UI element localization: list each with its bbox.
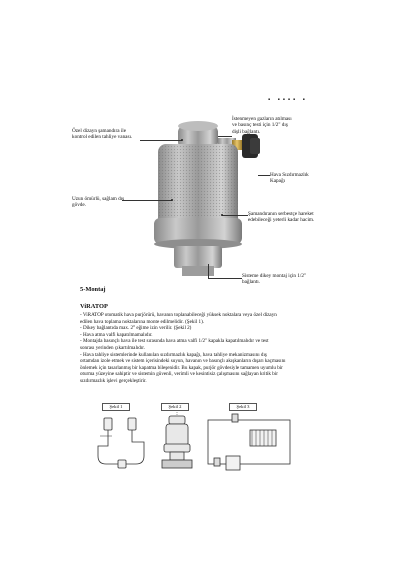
callout-right-cap: Hava Sızdırmazlık Kapağı [270,172,309,185]
installation-paragraph: - ViRATOP otomatik hava purjörürü, havanın toplanabileceği yüksek noktalara veya özel dizayn edilen hava toplama noktalarına monte edilmelidir. (Şekil 1). - Dikey bağlantıda max. 2° eğime izin verilir. (Şekil 2) - Hava atma valfi kapatılmamalıdır. - Montajda basınçlı hava ile test sırasında hava atma valfi 1/2" kapakla kapatılmalıdır ve test sonrası yerinden çıkartılmalıdır. - Hava tahliye sistemlerinde kullanılan sızdırmazlık kapağı, hava tahliye mekanizmasını dış ortamdan izole etmek ve sistem içerisindeki suyun, havanın ve basınçlı akışkanların dışarı kaçmasını önlemek için tasarlanmış bir kapatma bileşenidir. Bu kapak, purjör gövdesiyle tamamen uyumlu bir oturma yüzeyine sahiptir ve sistemin güvenli, verimli ve kesintisiz çalışmasını sağlayan kritik bir sızdırmazlık işlevi gerçekleştirir. [80,312,286,384]
callout-top-right: İstenmeyen gazların atılması ve basınç testi için 1/2" dış dişli bağlantı. [232,116,292,135]
figure-2-label: Şekil 2 [161,403,189,411]
figure-3-label: Şekil 3 [229,403,257,411]
header-mark: ▪ ▪▪▪▪ ▪ [268,97,308,103]
section-title: 5-Montaj [80,286,106,293]
callout-bottom-right: Sisteme dikey montaj için 1/2" bağlantı. [242,273,307,286]
callout-right-float: Şamandıranın serbestçe hareket edebileceği yeterli kadar hacim. [248,211,315,224]
figure-3-drawing [204,412,294,474]
product-title: ViRATOP [80,303,108,310]
figure-2-drawing [160,412,194,474]
callout-left-body: Uzun ömürlü, sağlam dış gövde. [72,196,125,209]
callout-left-top: Özel dizayn şamandıra ile kontrol edilen tahliye vanası. [72,128,133,141]
figure-1-drawing [92,412,152,474]
figure-1-label: Şekil 1 [102,403,130,411]
